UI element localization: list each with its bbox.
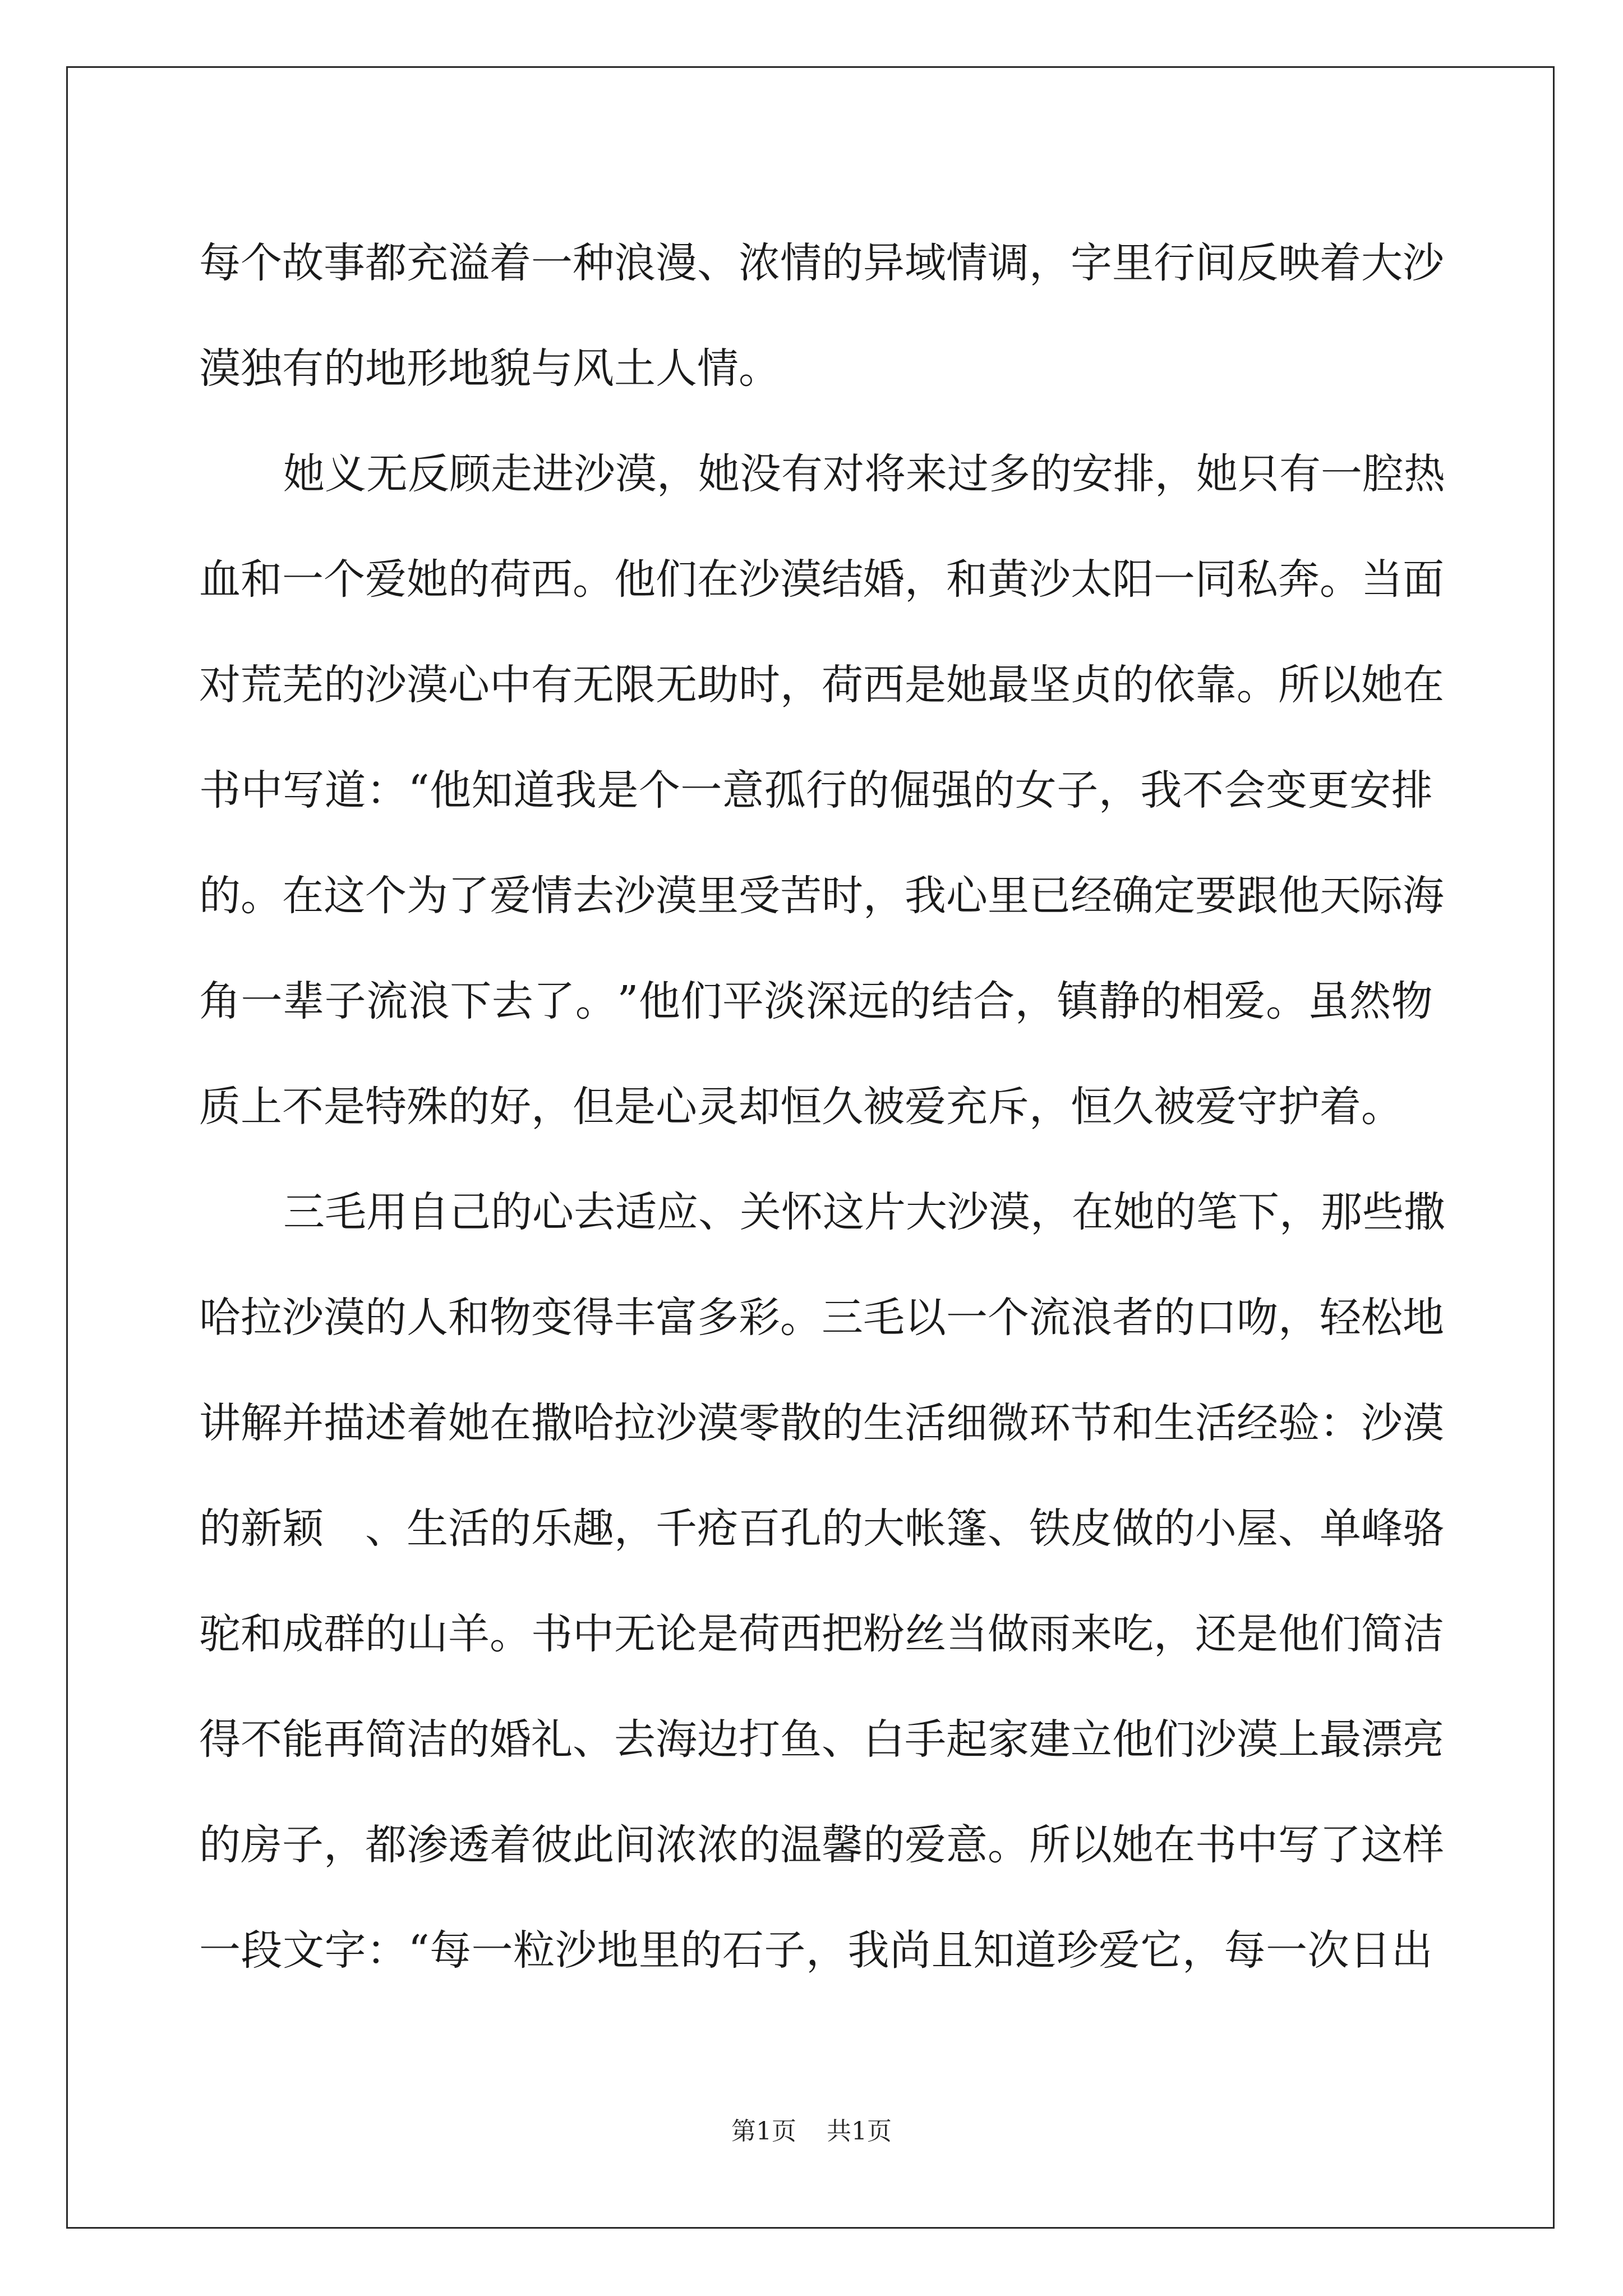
text-line: 每 个 故 事 都 充 溢 着 一 种 浪 漫 、 浓 情 的 异 域 情 调 ， 字 里 行 间 反 映 着 大 沙 <box>199 239 1444 287</box>
text-line: 漠独有的地形地貌与风土人情。 <box>199 344 780 393</box>
text-line: 讲 解 并 描 述 着 她 在 撒 哈 拉 沙 漠 零 散 的 生 活 细 微 环 节 和 生 活 经 验 ： 沙 漠 <box>199 1399 1444 1447</box>
page-total: 共1页 <box>827 2117 892 2146</box>
text-line: 质上不是特殊的好，但是心灵却恒久被爱充斥，恒久被爱守护着。 <box>199 1083 1403 1131</box>
text-line: 对 荒 芜 的 沙 漠 心 中 有 无 限 无 助 时 ， 荷 西 是 她 最 坚 贞 的 依 靠 。 所 以 她 在 <box>199 661 1444 709</box>
text-line: 得 不 能 再 简 洁 的 婚 礼 、 去 海 边 打 鱼 、 白 手 起 家 建 立 他 们 沙 漠 上 最 漂 亮 <box>199 1715 1444 1764</box>
page-footer <box>0 2115 1623 2148</box>
text-line: 的 新 颖 、 生 活 的 乐 趣 ， 千 疮 百 孔 的 大 帐 篷 、 铁 皮 做 的 小 屋 、 单 峰 骆 <box>199 1504 1444 1553</box>
text-line: 一 段 文 字 ： “ 每 一 粒 沙 地 里 的 石 子 ， 我 尚 且 知 道 珍 爱 它 ， 每 一 次 日 出 <box>199 1926 1433 1975</box>
text-line: 驼 和 成 群 的 山 羊 。 书 中 无 论 是 荷 西 把 粉 丝 当 做 雨 来 吃 ， 还 是 他 们 简 洁 <box>199 1610 1444 1658</box>
text-line: 三 毛 用 自 己 的 心 去 适 应 、 关 怀 这 片 大 沙 漠 ， 在 她 的 笔 下 ， 那 些 撒 <box>283 1188 1445 1236</box>
document-body <box>199 210 1445 2003</box>
text-line: 的 。 在 这 个 为 了 爱 情 去 沙 漠 里 受 苦 时 ， 我 心 里 已 经 确 定 要 跟 他 天 际 海 <box>199 872 1444 920</box>
text-line: 哈 拉 沙 漠 的 人 和 物 变 得 丰 富 多 彩 。 三 毛 以 一 个 流 浪 者 的 口 吻 ， 轻 松 地 <box>199 1294 1444 1342</box>
page-number: 第1页 <box>731 2117 796 2146</box>
text-line: 她 义 无 反 顾 走 进 沙 漠 ， 她 没 有 对 将 来 过 多 的 安 排 ， 她 只 有 一 腔 热 <box>283 450 1445 498</box>
text-line: 角 一 辈 子 流 浪 下 去 了 。 ” 他 们 平 淡 深 远 的 结 合 ， 镇 静 的 相 爱 。 虽 然 物 <box>199 977 1433 1025</box>
text-line: 书 中 写 道 ： “ 他 知 道 我 是 个 一 意 孤 行 的 倔 强 的 女 子 ， 我 不 会 变 更 安 排 <box>199 766 1433 815</box>
text-line: 的 房 子 ， 都 渗 透 着 彼 此 间 浓 浓 的 温 馨 的 爱 意 。 所 以 她 在 书 中 写 了 这 样 <box>199 1821 1444 1869</box>
text-line: 血 和 一 个 爱 她 的 荷 西 。 他 们 在 沙 漠 结 婚 ， 和 黄 沙 太 阳 一 同 私 奔 。 当 面 <box>199 555 1444 604</box>
